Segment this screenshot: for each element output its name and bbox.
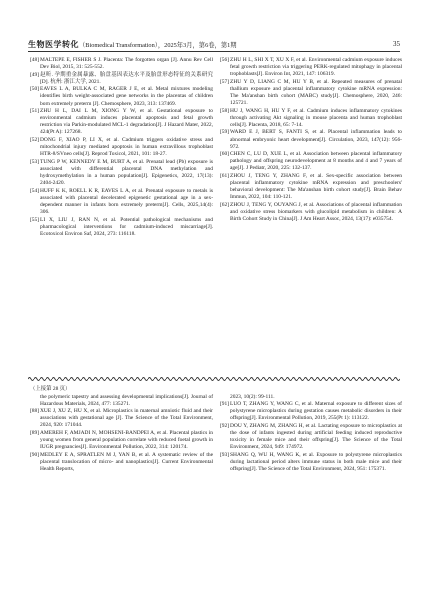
journal-info: （Biomedical Transformation），2025年3月，第6卷，第1期 — [79, 42, 237, 49]
reference-continuation: the polymeric tapestry and assessing developmental implications[J]. Journal of Hazardous Materials, 2024, 477: 135271. — [40, 394, 213, 408]
reference-text: DOU Y, ZHANG M, ZHANG H, et al. Lactating exposure to microplastics at the dose of infants ingested during artificial feeding induced reproductive toxicity in female mice and their offspring[J]. The Science of the Total Environment, 2024, 949: 174972. — [230, 422, 402, 451]
reference-number: [88] — [30, 408, 40, 415]
reference-text: AMEREH F, AMJADI N, MOHSENI-BANDPEI A, et al. Placental plastics in young women from general population correlate with reduced foetal growth in IUGR pregnancies[J]. Environmental Pollution, 2022, 314: 120174. — [40, 429, 213, 451]
reference-column-top-left — [30, 57, 213, 238]
reference-item — [30, 188, 213, 216]
reference-number: [92] — [220, 422, 230, 429]
reference-item — [30, 408, 213, 429]
reference-text: ZHU H L, SHI X T, XU X F, et al. Environmental cadmium exposure induces fetal growth restriction via triggering PERK-regulated mitophagy in placental trophoblasts[J]. Environ Int, 2021, 147: 106319. — [230, 57, 402, 78]
reference-number: [58] — [220, 107, 230, 114]
reference-text: LUO T, ZHANG Y, WANG C, et al. Maternal exposure to different sizes of polystyrene microplastics during gestation causes metabolic disorders in their offspring[J]. Environmental Pollution, 2019, 255(Pt 1): 113122. — [230, 401, 402, 422]
reference-text: 赵昕. 孕期重金属暴露、胎盘基因表达水平及胎盘形态特征的关系研究[D]. 杭州: 浙江大学, 2021. — [40, 71, 213, 85]
reference-column-bottom-right — [220, 394, 402, 474]
reference-text: HU J, WANG H, HU Y F, et al. Cadmium induces inflammatory cytokines through activating Akt signaling in mouse placenta and human trophoblast cells[J]. Placenta, 2018, 65: 7-14. — [230, 107, 402, 128]
reference-item — [30, 452, 213, 473]
reference-item — [220, 151, 402, 172]
reference-item — [30, 159, 213, 187]
reference-item — [220, 79, 402, 107]
reference-number: [60] — [220, 151, 230, 158]
reference-text: HUFF K K, ROELL K R, EAVES L A, et al. Prenatal exposure to metals is associated with placental decelerated epigenetic gestational age in a sex-dependent manner in infants born extremely preterm[J]. Cells, 2025,14(4): 306. — [40, 187, 213, 215]
reference-number: [57] — [220, 78, 230, 85]
reference-text: ZHOU J, TENG Y, ZHANG F, et al. Sex-specific association between placental inflammatory cytokine mRNA expression and preschoolers' behavioral development: The Ma'anshan birth cohort study[J]. Brain Behav Immun, 2022, 104: 110-121. — [230, 173, 402, 201]
reference-item — [220, 452, 402, 473]
running-header — [28, 38, 400, 50]
reference-text: XUE J, XU Z, HU X, et al. Microplastics in maternal amniotic fluid and their associations with gestational age [J]. The Science of the Total Environment, 2024, 920: 171044. — [40, 408, 213, 429]
reference-text: TUNG P W, KENNEDY E M, BURT A, et al. Prenatal lead (Pb) exposure is associated with differential placental DNA methylation and hydroxymethylation in a human population[J]. Epigenetics, 2022, 17(13): 2404-2420. — [40, 158, 213, 187]
reference-item — [220, 108, 402, 129]
reference-text: ZHU Y D, LIANG C M, HU Y B, et al. Repeated measures of prenatal thallium exposure and placental inflammatory cytokine mRNA expression: The Ma'anshan birth cohort (MABC) study[J]. Chemosphere, 2020, 246: 125721. — [230, 78, 402, 107]
reference-item — [30, 72, 213, 86]
page-number: 35 — [393, 40, 400, 48]
reference-item — [30, 57, 213, 71]
reference-item — [220, 129, 402, 150]
reference-number: [53] — [30, 158, 40, 165]
reference-number: [90] — [30, 451, 40, 458]
reference-text: MALTEPE E, FISHER S J. Placenta: The forgotten organ [J]. Annu Rev Cell Dev Biol, 2015, 31: 525-552. — [40, 57, 213, 71]
reference-number: [91] — [220, 401, 230, 408]
reference-text: MEDLEY E A, SPRATLEN M J, YAN B, et al. A systematic review of the placental translocation of micro- and nanoplastics[J]. Current Environmental Health Reports, — [40, 451, 213, 472]
reference-item — [220, 173, 402, 201]
reference-number: [55] — [30, 216, 40, 223]
reference-number: [59] — [220, 129, 230, 136]
reference-text: SHANG Q, WU H, WANG K, et al. Exposure to polystyrene microplastics during lactational period alters immune status in both male mice and their offspring[J]. The Science of the Total Environment, 2024, 951: 175371. — [230, 451, 402, 472]
reference-column-top-right — [220, 57, 402, 224]
header-rule — [28, 51, 400, 52]
reference-number: [89] — [30, 429, 40, 436]
reference-item — [30, 108, 213, 136]
reference-number: [93] — [220, 451, 230, 458]
reference-number: [50] — [30, 86, 40, 93]
reference-number: [52] — [30, 137, 40, 144]
reference-item — [30, 217, 213, 238]
reference-number: [56] — [220, 57, 230, 63]
reference-number: [54] — [30, 187, 40, 194]
reference-item — [220, 423, 402, 451]
reference-text: EAVES L A, BULKA C M, RAGER J E, et al. Metal mixtures modeling identifies birth weight-associated gene networks in the placentas of children born extremely preterm [J]. Chemosphere, 2023, 313: 137469. — [40, 86, 213, 107]
reference-number: [48] — [30, 57, 40, 63]
reference-number: [51] — [30, 108, 40, 115]
reference-text: ZHOU J, TENG Y, OUYANG J, et al. Associations of placental inflammation and oxidative stress biomarkers with glucolipid metabolism in children: A Birth Cohort Study in China[J]. J Am Heart Assoc, 2024, 13(17): e035754. — [230, 201, 402, 223]
reference-text: WARD E J, BERT S, FANTI S, et al. Placental inflammation leads to abnormal embryonic heart development[J]. Circulation, 2023, 147(12): 956-972. — [230, 129, 402, 150]
reference-text: DONG F, XIAO P, LI X, et al. Cadmium triggers oxidative stress and mitochondrial injury mediated apoptosis in human extravillous trophoblast HTR-8/SVneo cells[J]. Reprod Toxicol, 2021, 101: 18-27. — [40, 137, 213, 158]
reference-item — [30, 430, 213, 451]
reference-text: ZHU H L, DAI L M, XIONG Y W, et al. Gestational exposure to environmental cadmium induces placental apoptosis and fetal growth restriction via Parkin-modulated MCL-1 degradation[J]. J Hazard Mater, 2022, 424(Pt A): 127268. — [40, 108, 213, 136]
reference-continuation: 2023, 10(2): 99-111. — [230, 394, 275, 400]
reference-item — [30, 137, 213, 158]
continued-from-label: （上接第 28 页） — [30, 386, 71, 392]
section-divider-wave — [28, 376, 400, 382]
reference-number: [49] — [30, 71, 40, 78]
reference-number: [61] — [220, 173, 230, 179]
reference-item — [220, 202, 402, 223]
reference-item — [220, 57, 402, 78]
reference-text: CHEN C, LU D, XUE L, et al. Association between placental inflammatory pathology and offspring neurodevelopment at 8 months and 4 and 7 years of age[J]. J Pediatr, 2020, 225: 132-137. — [230, 151, 402, 172]
reference-number: [62] — [220, 201, 230, 208]
reference-column-bottom-left — [30, 394, 213, 474]
reference-item — [220, 401, 402, 422]
reference-text: LI X, LIU J, RAN N, et al. Potential pathological mechanisms and pharmacological interventions for cadmium-induced miscarriage[J]. Ecotoxicol Environ Saf, 2024, 273: 116118. — [40, 216, 213, 237]
journal-name: 生物医学转化 — [28, 39, 79, 49]
reference-item — [30, 86, 213, 107]
